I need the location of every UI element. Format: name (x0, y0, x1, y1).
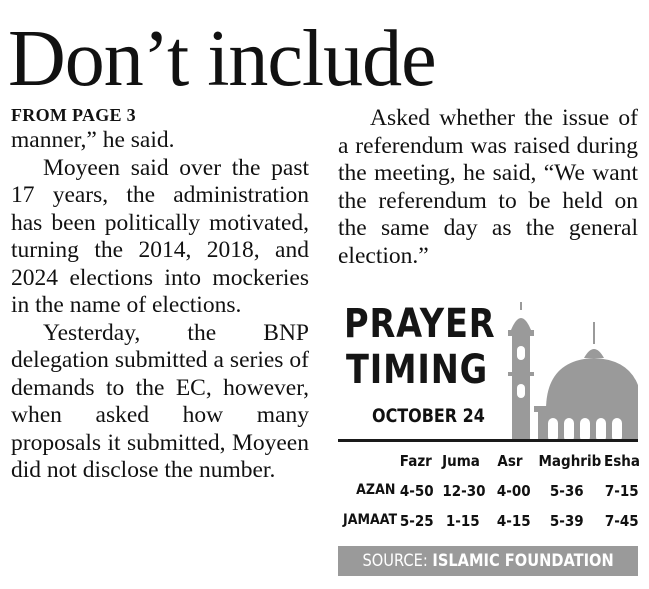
kicker: FROM PAGE 3 (11, 105, 136, 125)
divider (338, 439, 638, 442)
table-cell: 5-39 (549, 512, 584, 530)
mosque-icon (498, 302, 638, 442)
table-cell: 7-15 (604, 482, 639, 500)
col-esha: Esha (603, 452, 640, 470)
paragraph: Moyeen said over the past 17 years, the administration has been politically motivated, turning the 2014, 2018, and 2024 elections into mockeries in the name of elections. (11, 154, 309, 318)
prayer-timing-box (338, 298, 638, 578)
paragraph: Asked whether the issue of a referendum was raised during the meeting, he said, “We want the referendum to be held on the same day as the general election.” (338, 105, 638, 269)
col-maghrib: Maghrib (538, 452, 602, 470)
headline: Don’t include (8, 15, 436, 103)
prayer-title-line2: TIMING (346, 347, 489, 393)
source-label: SOURCE: (362, 551, 428, 571)
table-cell: 7-45 (604, 512, 639, 530)
row-label: AZAN (356, 482, 396, 498)
table-row (338, 476, 638, 506)
prayer-title-line1: PRAYER (344, 301, 496, 347)
left-column (11, 127, 309, 485)
source-name: ISLAMIC FOUNDATION (432, 551, 614, 571)
table-header (338, 446, 638, 476)
table-cell: 12-30 (442, 482, 486, 500)
row-label: JAMAAT (343, 512, 398, 528)
table-cell: 4-15 (496, 512, 531, 530)
prayer-table (338, 446, 638, 536)
right-column (338, 105, 638, 270)
table-cell: 4-50 (399, 482, 434, 500)
paragraph: Yesterday, the BNP delegation submitted a series of demands to the EC, however, when asked how many proposals it submitted, Moyeen did not disclose the number. (11, 319, 309, 483)
col-fazr: Fazr (399, 452, 432, 470)
source-bar (338, 546, 638, 576)
col-asr: Asr (497, 452, 523, 470)
col-juma: Juma (442, 452, 480, 470)
table-cell: 1-15 (445, 512, 480, 530)
table-cell: 4-00 (496, 482, 531, 500)
table-row (338, 506, 638, 536)
table-cell: 5-25 (399, 512, 434, 530)
paragraph: manner,” he said. (11, 127, 175, 153)
prayer-date: OCTOBER 24 (372, 405, 485, 427)
table-cell: 5-36 (549, 482, 584, 500)
